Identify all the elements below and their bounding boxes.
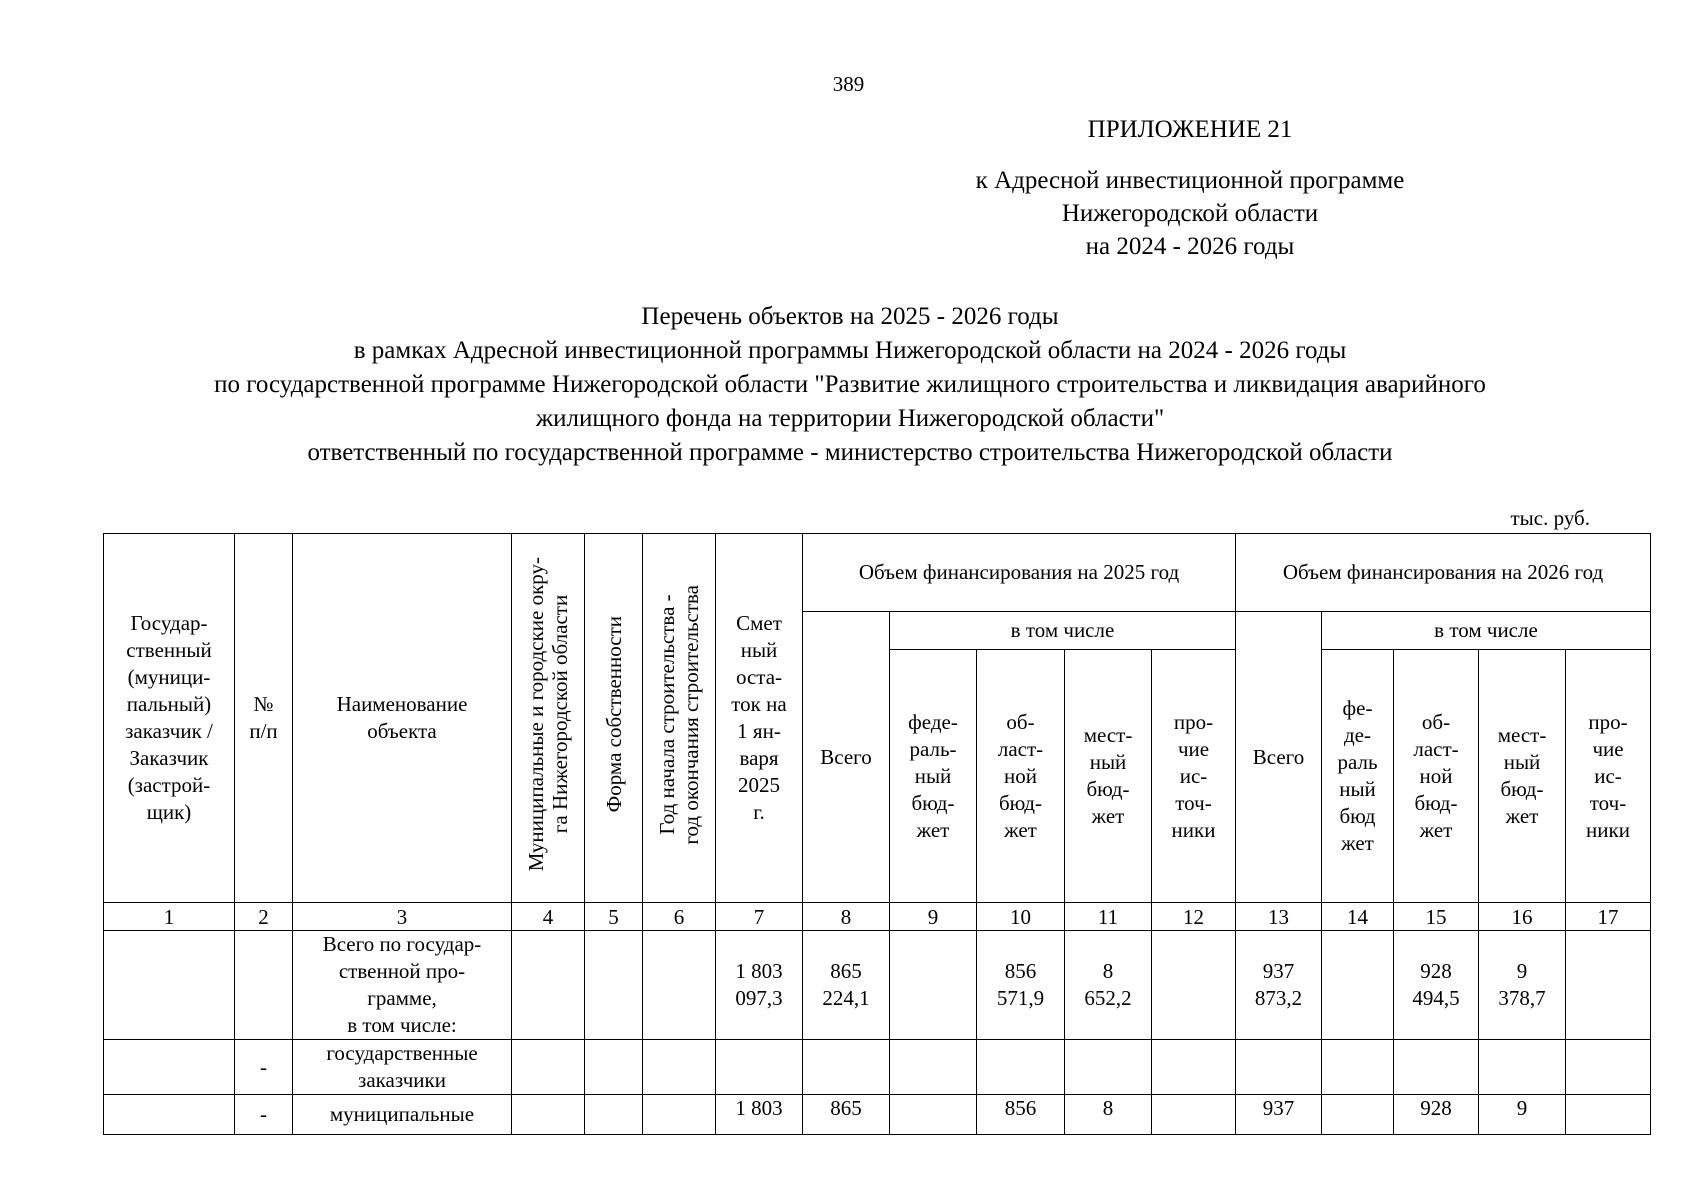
cell-total2026: 937 xyxy=(1236,1095,1322,1135)
cell-reg2025: 856 571,9 xyxy=(977,931,1065,1040)
header-object-name: Наименование объекта xyxy=(293,534,512,903)
cell-object-name: муниципальные xyxy=(293,1095,512,1135)
column-number: 4 xyxy=(512,903,585,931)
column-number: 14 xyxy=(1322,903,1394,931)
column-number: 13 xyxy=(1236,903,1322,931)
cell-reg2026: 928 xyxy=(1394,1095,1479,1135)
cell-years xyxy=(643,931,716,1040)
column-number: 10 xyxy=(977,903,1065,931)
document-title xyxy=(60,300,1640,470)
column-number: 6 xyxy=(643,903,716,931)
title-line: в рамках Адресной инвестиционной программы Нижегородской области на 2024 - 2026 годы xyxy=(353,337,1347,364)
title-line: Перечень объектов на 2025 - 2026 годы xyxy=(641,303,1059,330)
cell-estimate: 1 803 097,3 xyxy=(716,931,803,1040)
header-federal-2026: фе- де- раль ный бюд жет xyxy=(1322,650,1394,903)
cell-total2026: 937 873,2 xyxy=(1236,931,1322,1040)
column-number: 8 xyxy=(803,903,890,931)
cell-fed2026 xyxy=(1322,1095,1394,1135)
header-local-2025: мест- ный бюд- жет xyxy=(1065,650,1152,903)
cell-ownership xyxy=(585,1040,643,1095)
header-total-2026: Всего xyxy=(1236,612,1322,903)
cell-total2025 xyxy=(803,1040,890,1095)
header-including-2026: в том числе xyxy=(1322,612,1651,650)
header-number: № п/п xyxy=(235,534,293,903)
column-number: 5 xyxy=(585,903,643,931)
cell-customer xyxy=(104,1040,235,1095)
page-number: 389 xyxy=(832,72,865,96)
cell-district xyxy=(512,931,585,1040)
cell-number: - xyxy=(235,1095,293,1135)
objects-table xyxy=(103,533,1651,1135)
header-customer: Государ- ственный (муници- пальный) заказчик / Заказчик (застрой- щик) xyxy=(104,534,235,903)
cell-years xyxy=(643,1095,716,1135)
column-number: 2 xyxy=(235,903,293,931)
cell-oth2026 xyxy=(1566,1095,1651,1135)
cell-fed2026 xyxy=(1322,931,1394,1040)
header-other-2025: про- чие ис- точ- ники xyxy=(1152,650,1236,903)
appendix-line: на 2024 - 2026 годы xyxy=(1085,233,1295,260)
column-number: 9 xyxy=(890,903,977,931)
header-construction-years: Год начала строительства - год окончания строительства xyxy=(643,534,716,903)
cell-reg2026: 928 494,5 xyxy=(1394,931,1479,1040)
header-other-2026: про- чие ис- точ- ники xyxy=(1566,650,1651,903)
cell-total2026 xyxy=(1236,1040,1322,1095)
table-row xyxy=(104,1040,1651,1095)
cell-reg2026 xyxy=(1394,1040,1479,1095)
cell-fed2026 xyxy=(1322,1040,1394,1095)
title-line: по государственной программе Нижегородской области "Развитие жилищного строительства и ликвидация аварийного xyxy=(214,371,1486,398)
header-regional-2026: об- ласт- ной бюд- жет xyxy=(1394,650,1479,903)
appendix-subtitle xyxy=(930,164,1450,263)
header-total-2025: Всего xyxy=(803,612,890,903)
cell-oth2026 xyxy=(1566,1040,1651,1095)
cell-loc2026: 9 xyxy=(1479,1095,1566,1135)
cell-loc2025 xyxy=(1065,1040,1152,1095)
cell-ownership xyxy=(585,1095,643,1135)
cell-customer xyxy=(104,931,235,1040)
cell-loc2025: 8 652,2 xyxy=(1065,931,1152,1040)
title-line: жилищного фонда на территории Нижегородской области" xyxy=(535,405,1165,432)
title-line: ответственный по государственной программе - министерство строительства Нижегородской области xyxy=(307,439,1393,466)
cell-oth2025 xyxy=(1152,1040,1236,1095)
header-including-2025: в том числе xyxy=(890,612,1236,650)
cell-loc2026: 9 378,7 xyxy=(1479,931,1566,1040)
cell-number xyxy=(235,931,293,1040)
column-number: 7 xyxy=(716,903,803,931)
cell-total2025: 865 224,1 xyxy=(803,931,890,1040)
column-numbers-row xyxy=(104,903,1651,931)
cell-ownership xyxy=(585,931,643,1040)
cell-fed2025 xyxy=(890,1040,977,1095)
column-number: 17 xyxy=(1566,903,1651,931)
cell-estimate xyxy=(716,1040,803,1095)
header-regional-2025: об- ласт- ной бюд- жет xyxy=(977,650,1065,903)
appendix-title: ПРИЛОЖЕНИЕ 21 xyxy=(1087,116,1293,143)
table-row xyxy=(104,931,1651,1040)
cell-fed2025 xyxy=(890,1095,977,1135)
column-number: 3 xyxy=(293,903,512,931)
table-row xyxy=(104,1095,1651,1135)
cell-district xyxy=(512,1095,585,1135)
header-ownership: Форма собственности xyxy=(585,534,643,903)
header-financing-2025: Объем финансирования на 2025 год xyxy=(803,534,1236,612)
cell-reg2025: 856 xyxy=(977,1095,1065,1135)
units-label: тыс. руб. xyxy=(1510,506,1590,530)
column-number: 12 xyxy=(1152,903,1236,931)
column-number: 11 xyxy=(1065,903,1152,931)
header-financing-2026: Объем финансирования на 2026 год xyxy=(1236,534,1651,612)
cell-number: - xyxy=(235,1040,293,1095)
cell-customer xyxy=(104,1095,235,1135)
cell-district xyxy=(512,1040,585,1095)
cell-loc2026 xyxy=(1479,1040,1566,1095)
cell-years xyxy=(643,1040,716,1095)
header-local-2026: мест- ный бюд- жет xyxy=(1479,650,1566,903)
header-estimate-balance: Смет ный оста- ток на 1 ян- варя 2025 г. xyxy=(716,534,803,903)
header-district: Муниципальные и городские окру- га Нижегородской области xyxy=(512,534,585,903)
cell-fed2025 xyxy=(890,931,977,1040)
appendix-line: к Адресной инвестиционной программе xyxy=(975,167,1405,194)
header-federal-2025: феде- раль- ный бюд- жет xyxy=(890,650,977,903)
cell-object-name: Всего по государ- ственной про- грамме, в том числе: xyxy=(293,931,512,1040)
cell-estimate: 1 803 xyxy=(716,1095,803,1135)
cell-object-name: государственные заказчики xyxy=(293,1040,512,1095)
cell-loc2025: 8 xyxy=(1065,1095,1152,1135)
appendix-line: Нижегородской области xyxy=(1061,200,1319,227)
cell-oth2025 xyxy=(1152,1095,1236,1135)
cell-reg2025 xyxy=(977,1040,1065,1095)
cell-oth2026 xyxy=(1566,931,1651,1040)
cell-oth2025 xyxy=(1152,931,1236,1040)
column-number: 1 xyxy=(104,903,235,931)
column-number: 16 xyxy=(1479,903,1566,931)
column-number: 15 xyxy=(1394,903,1479,931)
cell-total2025: 865 xyxy=(803,1095,890,1135)
